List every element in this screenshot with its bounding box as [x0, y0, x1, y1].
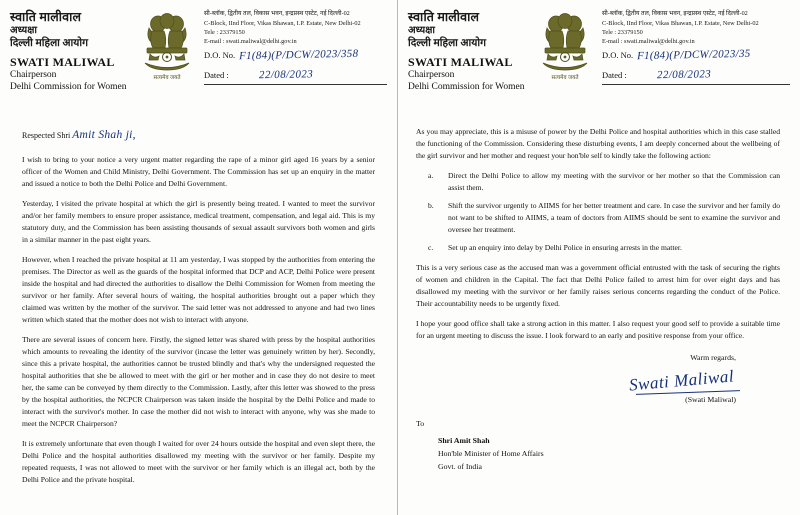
- do-number-label: D.O. No.: [204, 50, 236, 61]
- dated-row: [204, 69, 387, 81]
- dated-row-2: [602, 69, 790, 81]
- dated-label-2: Dated :: [602, 70, 627, 81]
- letterhead-address: [204, 8, 387, 85]
- do-number-row-2: [602, 49, 790, 61]
- document-page-1: [0, 0, 398, 515]
- letterhead-page-2: [398, 0, 800, 112]
- address-line-english-2: C-Block, IInd Floor, Vikas Bhawan, I.P. Estate, New Delhi-02: [602, 19, 759, 27]
- recipient-designation: Hon'ble Minister of Home Affairs: [438, 448, 544, 458]
- english-organisation-2: Delhi Commission for Women: [408, 81, 525, 92]
- dated-value: 22/08/2023: [258, 68, 314, 82]
- letterhead-page-1: [0, 0, 397, 112]
- svg-text:सत्यमेव जयते: सत्यमेव जयते: [153, 75, 181, 81]
- action-item-b-text: Shift the survivor urgently to AIIMS for her better treatment and care. In case the survivor and her family do not want to be shifted to AIIMS, a team of doctors from AIIMS should be sent to examine the survivor and oversee her treatment.: [448, 200, 780, 234]
- svg-text:सत्यमेव जयते: सत्यमेव जयते: [551, 75, 579, 81]
- letter-body-page-1: [0, 112, 397, 486]
- do-number-row: [204, 49, 387, 61]
- english-organisation: Delhi Commission for Women: [10, 81, 127, 92]
- closing-paragraph-2: I hope your good office shall take a strong action in this matter. I also request your good self to provide a suitable time for an urgent meeting to discuss the issue. I look forward to an early and positive response from your office.: [416, 318, 780, 340]
- dated-label: Dated :: [204, 70, 229, 81]
- document-page-2: [398, 0, 800, 515]
- address-line-email-2: E-mail : swati.maliwal@delhi.gov.in: [602, 38, 695, 46]
- salutation: [22, 126, 375, 144]
- hindi-role-2: अध्यक्षा: [408, 25, 435, 37]
- recipient-government: Govt. of India: [438, 461, 482, 471]
- action-item-b: [416, 200, 780, 236]
- address-line-hindi: सी-ब्लॉक, द्वितीय तल, विकास भवन, इन्द्रप्रस्थ एस्टेट, नई दिल्ली-02: [204, 10, 350, 17]
- paragraph-1: I wish to bring to your notice a very urgent matter regarding the rape of a minor girl aged 16 years by a senior officer of the Women and Child Ministry, Delhi Government. The Commission has set up an enquiry in the matter and issued a notice to both the Delhi Police and Delhi Government.: [22, 155, 375, 189]
- action-item-c: [416, 242, 780, 254]
- english-name: SWATI MALIWAL: [10, 54, 115, 69]
- english-role-2: Chairperson: [408, 69, 455, 80]
- do-number-value: F1(84)(P/DCW/2023/358: [239, 48, 359, 63]
- closing-paragraph-1: This is a very serious case as the accused man was a government official entrusted with the task of securing the rights of women and children in the Capital. The fact that Delhi Police failed to arrest him for over eight days and has disallowed my meeting with the survivor or her family raises serious concerns regarding the conduct of the Police. Their accountability needs to be urgently fixed.: [416, 262, 780, 308]
- warm-regards: Warm regards,: [690, 352, 736, 362]
- letterhead-divider: [204, 84, 387, 85]
- address-line-email: E-mail : swati.maliwal@delhi.gov.in: [204, 38, 297, 46]
- intro-paragraph: As you may appreciate, this is a misuse of power by the Delhi Police and hospital authorities which in this case stalled the functioning of the Commission. Considering these disturbing events, I am deeply concerned about the wellbeing of the girl survivor and her mother and request your hon'ble self to kindly take the following action:: [416, 127, 780, 160]
- paragraph-5: It is extremely unfortunate that even though I waited for over 24 hours outside the hospital and even slept there, the Delhi Police and the hospital authorities disallowed my meeting with the survivor or her family. Despite my repeated requests, I was not allowed to meet with the survivor or her family which is an illegal act, both by the Delhi Police and the private hospital.: [22, 438, 375, 484]
- signature-block: [416, 366, 780, 408]
- action-items-list: [416, 170, 780, 254]
- address-line-tele: Tele : 23379150: [204, 29, 245, 37]
- address-line-tele-2: Tele : 23379150: [602, 29, 643, 37]
- recipient-name: Shri Amit Shah: [438, 435, 490, 445]
- hindi-name: स्वाति मालीवाल: [10, 10, 82, 24]
- paragraph-2: Yesterday, I visited the private hospital at which the girl is presently being treated. I wanted to meet the survivor and/or her family members to ensure proper assistance, medical treatment, compensation, and legal aid. This is my statutory duty, and the Commission has been assisting thousands of sexual assault survivors both women and girls in a similar manner in the past eight years.: [22, 199, 375, 245]
- state-emblem-icon-2: [534, 8, 596, 84]
- paragraph-3: However, when I reached the private hospital at 11 am yesterday, I was stopped by the authorities from entering the premises. The Director as well as the guards of the hospital informed that DCP and ACP, Delhi Police were present inside the hospital and had directed the authorities to disallow the Delhi Commission for Women from meeting the survivor or her family. After several hours of waiting, the hospital authorities brought out a paper which they claimed was written by the mother of the survivor. The said letter was not addressed to anyone and had two lines written which stated that the mother does not wish to interact with anyone.: [22, 255, 375, 324]
- action-item-a-text: Direct the Delhi Police to allow my meeting with the survivor or her mother so that the Commission can assist them.: [448, 170, 780, 192]
- do-number-label-2: D.O. No.: [602, 50, 634, 61]
- dated-value-2: 22/08/2023: [656, 68, 712, 82]
- letter-body-page-2: [398, 112, 800, 474]
- hindi-organisation-2: दिल्ली महिला आयोग: [408, 38, 486, 50]
- handwritten-signature: Swati Maliwal: [628, 366, 735, 395]
- salutation-handwritten-name: Amit Shah ji,: [72, 129, 136, 141]
- action-item-a-marker: a.: [428, 170, 434, 180]
- paragraph-4: There are several issues of concern here. Firstly, the signed letter was shared with press by the hospital authorities which amounts to revealing the identity of the survivor (incase the letter was genuinely written by her). Secondly, since this a private hospital, the authorities cannot be trusted blindly and that's why the undersigned requested the hospital authorities that she be allowed to meet with the girl or her mother and in case they do not desire to meet her, the same can be conveyed by them directly to the Commission. Lastly, after this letter was showed to the press by the hospital authorities, the NCPCR Chairperson was taken inside the hospital by the Delhi Police and made to interact with the survivor's mother. In case the mother did not wish to interact with anyone, why was she made to meet the NCPCR Chairperson?: [22, 334, 375, 428]
- hindi-role: अध्यक्षा: [10, 25, 37, 37]
- do-number-value-2: F1(84)(P/DCW/2023/35: [637, 48, 751, 63]
- address-line-english: C-Block, IInd Floor, Vikas Bhawan, I.P. Estate, New Delhi-02: [204, 19, 361, 27]
- action-item-b-marker: b.: [428, 200, 434, 210]
- recipient-block: [416, 418, 780, 473]
- recipient-to-label: To: [416, 419, 425, 429]
- english-role: Chairperson: [10, 69, 57, 80]
- address-line-hindi-2: सी-ब्लॉक, द्वितीय तल, विकास भवन, इन्द्रप्रस्थ एस्टेट, नई दिल्ली-02: [602, 10, 748, 17]
- state-emblem-icon: [136, 8, 198, 84]
- hindi-organisation: दिल्ली महिला आयोग: [10, 38, 88, 50]
- letterhead-identity-2: [408, 8, 528, 94]
- letterhead-identity: [10, 8, 130, 94]
- action-item-a: [416, 170, 780, 194]
- english-name-2: SWATI MALIWAL: [408, 54, 513, 69]
- action-item-c-text: Set up an enquiry into delay by Delhi Police in ensuring arrests in the matter.: [448, 242, 682, 252]
- salutation-prefix: Respected Shri: [22, 131, 71, 140]
- hindi-name-2: स्वाति मालीवाल: [408, 10, 480, 24]
- letterhead-address-2: [602, 8, 790, 85]
- letterhead-divider-2: [602, 84, 790, 85]
- action-item-c-marker: c.: [428, 242, 434, 252]
- signature-printed-name: (Swati Maliwal): [685, 395, 736, 405]
